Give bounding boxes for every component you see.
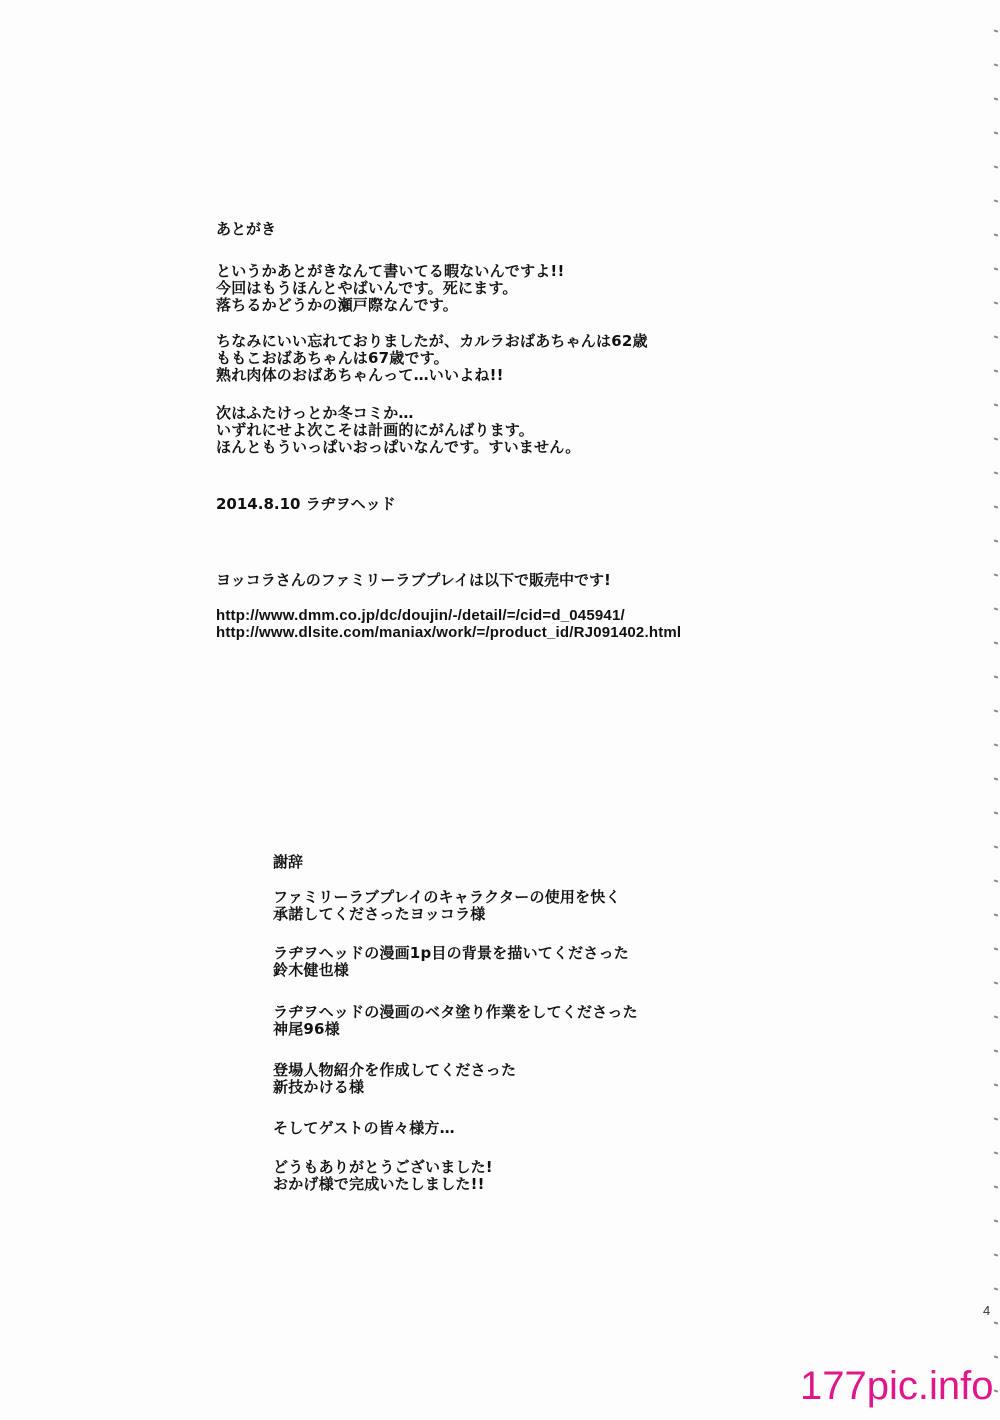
afterword-line: 次はふたけっとか冬コミか… [216,404,414,422]
edge-tick [994,1219,998,1222]
edge-tick [994,1287,998,1290]
edge-tick [994,1253,998,1256]
edge-tick [994,437,998,440]
edge-tick [994,1049,998,1052]
edge-tick [994,1389,998,1392]
thanks-line: 登場人物紹介を作成してくださった [273,1061,517,1079]
edge-tick [994,267,998,270]
edge-tick [994,131,998,134]
edge-tick [994,811,998,814]
edge-tick [994,199,998,202]
afterword-paragraph-3 [216,405,581,456]
thanks-entry-1 [273,889,621,923]
afterword-paragraph-1 [216,263,564,314]
binding-edge-marks [992,0,998,1420]
sales-url-dlsite[interactable]: http://www.dlsite.com/maniax/work/=/product_id/RJ091402.html [216,624,682,641]
thanks-entry-3 [273,1004,638,1038]
thanks-entry-5 [273,1120,455,1137]
edge-tick [994,573,998,576]
watermark: 177pic.info [800,1364,994,1408]
thanks-line: そしてゲストの皆々様方… [273,1119,455,1137]
thanks-line: 鈴木健也様 [273,961,350,979]
edge-tick [994,403,998,406]
edge-tick [994,1185,998,1188]
edge-tick [994,233,998,236]
edge-tick [994,845,998,848]
edge-tick [994,539,998,542]
thanks-line: 新技かける様 [273,1078,365,1096]
edge-tick [994,1117,998,1120]
edge-tick [994,1355,998,1358]
edge-tick [994,607,998,610]
edge-tick [994,165,998,168]
thanks-line: ラヂヲヘッドの漫画1p目の背景を描いてくださった [273,944,629,962]
afterword-line: 熟れ肉体のおばあちゃんって…いいよね!! [216,366,504,384]
edge-tick [994,709,998,712]
thanks-line: おかげ様で完成いたしました!! [273,1175,485,1193]
edge-tick [994,947,998,950]
edge-tick [994,369,998,372]
edge-tick [994,63,998,66]
thanks-heading: 謝辞 [273,853,304,871]
edge-tick [994,97,998,100]
afterword-line: というかあとがきなんて書いてる暇ないんですよ!! [216,262,565,280]
edge-tick [994,981,998,984]
edge-tick [994,641,998,644]
thanks-line: ラヂヲヘッドの漫画のベタ塗り作業をしてくださった [273,1003,638,1021]
afterword-line: 今回はもうほんとやばいんです。死にます。 [216,279,518,297]
edge-tick [994,1083,998,1086]
edge-tick [994,913,998,916]
afterword-signature: 2014.8.10 ラヂヲヘッド [216,495,396,513]
afterword-line: ももこおばあちゃんは67歳です。 [216,349,449,367]
thanks-line: 承諾してくださったヨッコラ様 [273,905,486,923]
afterword-line: ほんともういっぱいおっぱいなんです。すいません。 [216,438,581,456]
sales-notice: ヨッコラさんのファミリーラブプレイは以下で販売中です! [216,571,611,589]
thanks-line: 神尾96様 [273,1020,340,1038]
afterword-line: いずれにせよ次こそは計画的にがんばります。 [216,421,535,439]
thanks-line: どうもありがとうございました! [273,1158,493,1176]
edge-tick [994,335,998,338]
afterword-heading: あとがき [216,220,277,238]
thanks-entry-6 [273,1159,493,1193]
afterword-line: ちなみにいい忘れておりましたが、カルラおばあちゃんは62歳 [216,332,648,350]
thanks-entry-4 [273,1062,516,1096]
edge-tick [994,1015,998,1018]
edge-tick [994,1151,998,1154]
sales-urls [216,607,681,641]
edge-tick [994,1321,998,1324]
afterword-line: 落ちるかどうかの瀬戸際なんです。 [216,296,459,314]
edge-tick [994,675,998,678]
edge-tick [994,777,998,780]
thanks-entry-2 [273,945,629,979]
edge-tick [994,505,998,508]
edge-tick [994,29,998,32]
page-number: 4 [983,1303,991,1318]
thanks-line: ファミリーラブプレイのキャラクターの使用を快く [273,888,621,906]
afterword-paragraph-2 [216,333,648,384]
edge-tick [994,743,998,746]
edge-tick [994,879,998,882]
edge-tick [994,301,998,304]
sales-url-dmm[interactable]: http://www.dmm.co.jp/dc/doujin/-/detail/=/cid=d_045941/ [216,607,625,624]
edge-tick [994,471,998,474]
